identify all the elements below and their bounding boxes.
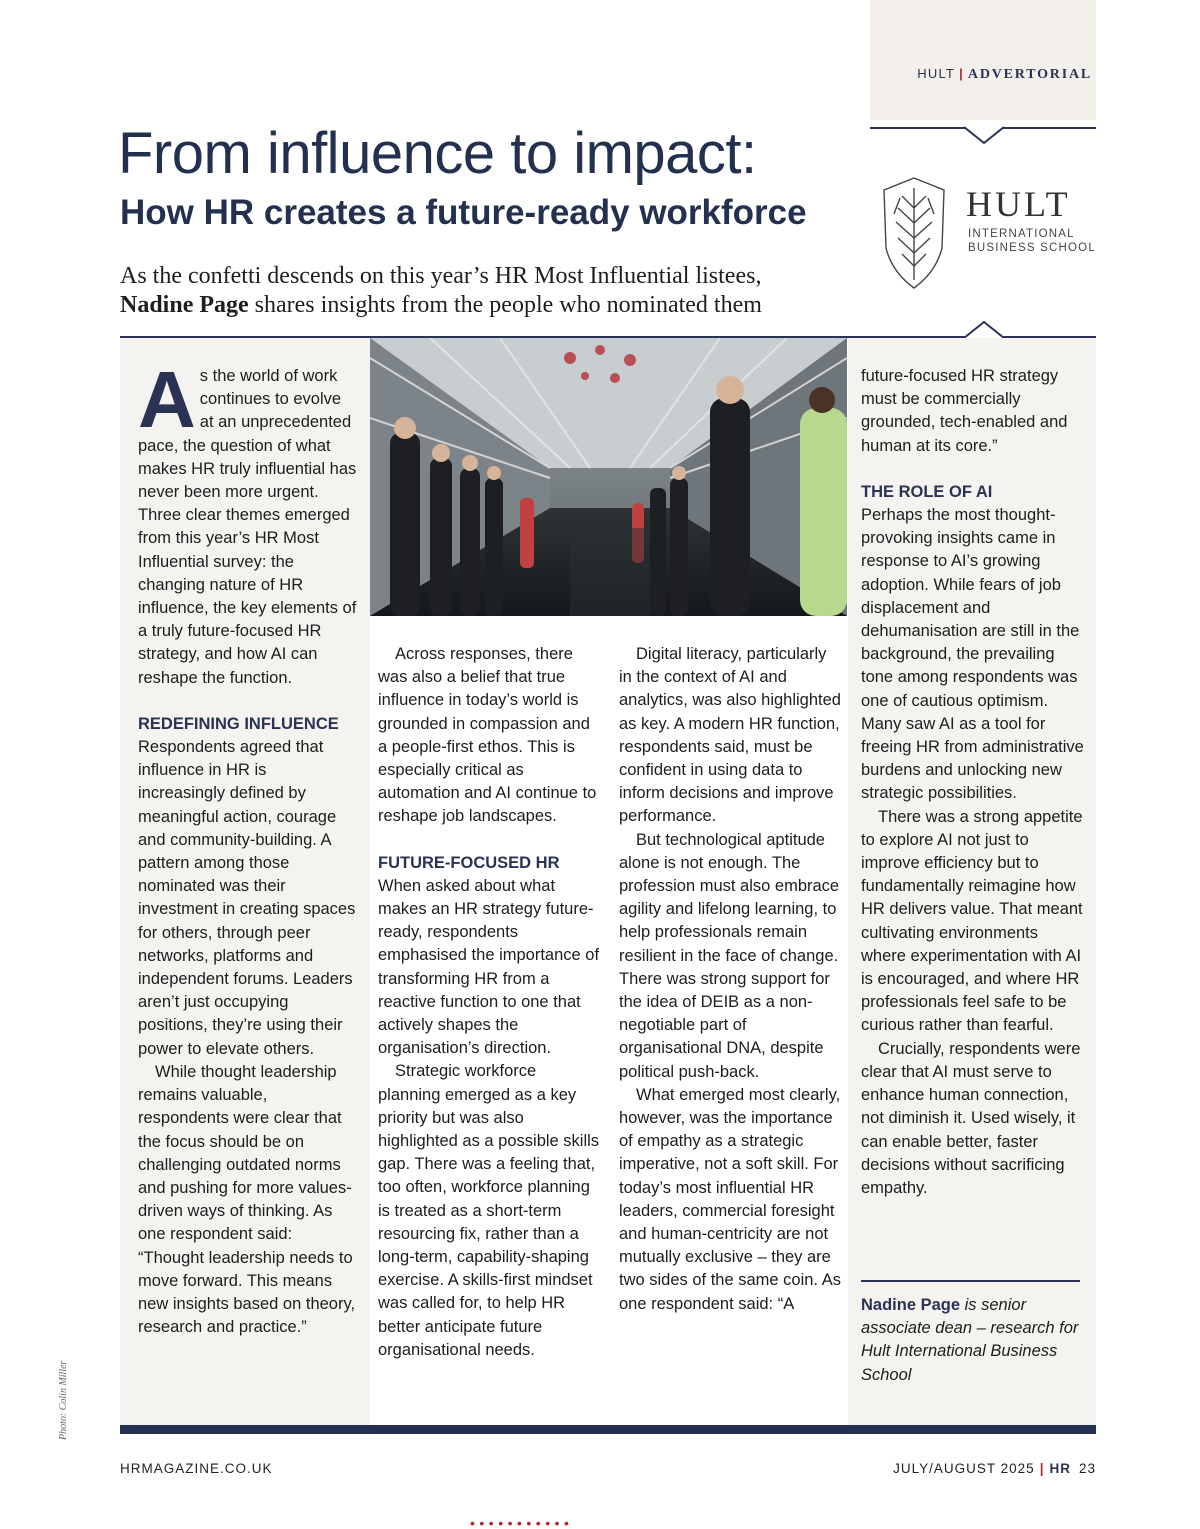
advertorial-label bbox=[870, 66, 1092, 83]
page-indicator-dots: ••••••••••• bbox=[470, 1515, 574, 1529]
page-number: 23 bbox=[1078, 1461, 1096, 1476]
col2-paragraph-2: When asked about what makes an HR strategy future-ready, respondents emphasised the importance of transforming HR from a reactive function to one that actively shapes the organisation’s direction. bbox=[378, 876, 600, 1058]
section-heading-redefining-influence: REDEFINING INFLUENCE bbox=[138, 714, 339, 733]
col1-paragraph-3: While thought leadership remains valuable, respondents were clear that the focus should be on challenging outdated norms and pushing for more values-driven ways of thinking. As one respondent said: “Thought leadership needs to move forward. This means new insights based on theory, research and practice.” bbox=[138, 1062, 356, 1337]
rule-notch-up bbox=[962, 320, 1006, 339]
col3-paragraph-3: What emerged most clearly, however, was the importance of empathy as a strategic imperative, not a soft skill. For today’s most influential HR leaders, commercial foresight and human-centricity are not mutually exclusive – they are two sides of the same coin. As one respondent said: “A bbox=[619, 1085, 841, 1313]
logo-wordmark: HULT bbox=[966, 184, 1071, 224]
footer-issue-date: JULY/AUGUST 2025 bbox=[893, 1461, 1035, 1476]
event-photo bbox=[370, 338, 847, 616]
author-bio bbox=[861, 1294, 1086, 1387]
bio-author-role: is senior associate dean – research for Hult International Business School bbox=[861, 1296, 1079, 1384]
bio-author-name: Nadine Page bbox=[861, 1296, 961, 1314]
footer-issue-info bbox=[893, 1461, 1096, 1476]
col2-paragraph-3: Strategic workforce planning emerged as a key priority but was also highlighted as a possible skills gap. There was a feeling that, too often, workforce planning is treated as a short-term resourcing fix, rather than a long-term, capability-shaping exercise. A skills-first mindset was called for, to help HR better anticipate future organisational needs. bbox=[378, 1062, 600, 1359]
article-column-4 bbox=[861, 365, 1086, 1200]
page-subtitle: How HR creates a future-ready workforce bbox=[120, 193, 807, 232]
article-column-3 bbox=[619, 643, 841, 1316]
label-separator: | bbox=[959, 66, 964, 81]
page-title: From influence to impact: bbox=[118, 121, 757, 186]
col4-paragraph-1: future-focused HR strategy must be commercially grounded, tech-enabled and human at its core.” bbox=[861, 367, 1068, 455]
section-heading-role-of-ai: THE ROLE OF AI bbox=[861, 482, 993, 501]
drop-cap: A bbox=[138, 355, 196, 444]
col2-paragraph-1: Across responses, there was also a belief that true influence in today’s world is grounded in compassion and a people-first ethos. This is especially critical as automation and AI continue to reshape job landscapes. bbox=[378, 645, 597, 826]
standfirst bbox=[120, 262, 850, 320]
col1-paragraph-2: Respondents agreed that influence in HR is increasingly defined by meaningful action, courage and community-building. A pattern among those nominated was their investment in creating spaces for others, through peer networks, platforms and independent forums. Leaders aren’t just occupying positions, they’re using their power to elevate others. bbox=[138, 738, 356, 1058]
section-label: ADVERTORIAL bbox=[967, 67, 1092, 82]
footer-magazine: HR bbox=[1049, 1461, 1071, 1476]
brand-label: HULT bbox=[917, 66, 956, 81]
col1-paragraph-1: s the world of work continues to evolve at an unprecedented pace, the question of what makes HR truly influential has never been more urgent. Three clear themes emerged from this year’s HR Most Influential survey: the changing nature of HR influence, the key elements of a truly future-focused HR strategy, and how AI can reshape the function. bbox=[138, 367, 357, 687]
col3-paragraph-2: But technological aptitude alone is not enough. The profession must also embrace agility and lifelong learning, to help professionals remain resilient in the face of change. There was strong support for the idea of DEIB as a non-negotiable part of organisational DNA, despite political push-back. bbox=[619, 830, 840, 1081]
article-column-1 bbox=[138, 355, 358, 1339]
standfirst-author: Nadine Page bbox=[120, 292, 249, 318]
rule-notch-down bbox=[962, 126, 1006, 146]
col4-paragraph-3: There was a strong appetite to explore AI not just to improve efficiency but to fundamentally reimagine how HR delivers value. That meant cultivating environments where experimentation with AI is encouraged, and where HR professionals feel safe to be curious rather than fearful. bbox=[861, 807, 1083, 1035]
footer-website: HRMAGAZINE.CO.UK bbox=[120, 1461, 273, 1476]
logo-subtitle-line2: BUSINESS SCHOOL bbox=[968, 242, 1096, 254]
article-column-2 bbox=[378, 643, 600, 1362]
section-heading-future-focused-hr: FUTURE-FOCUSED HR bbox=[378, 853, 560, 872]
logo-subtitle bbox=[968, 227, 1096, 255]
col4-paragraph-2: Perhaps the most thought-provoking insights came in response to AI’s growing adoption. While fears of job displacement and dehumanisation are still in the background, the prevailing tone among respondents was one of cautious optimism. Many saw AI as a tool for freeing HR from administrative burdens and unlocking new strategic possibilities. bbox=[861, 506, 1084, 803]
standfirst-line1: As the confetti descends on this year’s HR Most Influential listees, bbox=[120, 263, 762, 289]
advertorial-tag-box bbox=[870, 0, 1096, 120]
footer-bar bbox=[120, 1425, 1096, 1434]
col4-paragraph-4: Crucially, respondents were clear that AI must serve to enhance human connection, not diminish it. Used wisely, it can enable better, faster decisions without sacrificing empathy. bbox=[861, 1039, 1081, 1197]
photo-credit: Photo: Colin Miller bbox=[58, 1360, 69, 1440]
bio-divider bbox=[861, 1280, 1080, 1282]
standfirst-line2: shares insights from the people who nominated them bbox=[248, 292, 762, 318]
footer-separator: | bbox=[1039, 1461, 1045, 1476]
logo-subtitle-line1: INTERNATIONAL bbox=[968, 228, 1075, 240]
col3-paragraph-1: Digital literacy, particularly in the context of AI and analytics, was also highlighted as key. A modern HR function, respondents said, must be confident in using data to inform decisions and improve performance. bbox=[619, 645, 841, 826]
